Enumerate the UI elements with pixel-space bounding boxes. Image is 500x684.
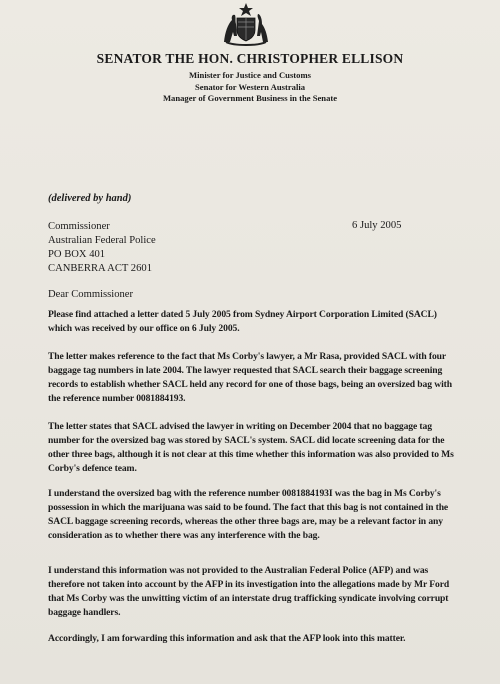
coat-of-arms-icon: [218, 2, 274, 46]
delivery-note: (delivered by hand): [48, 193, 132, 204]
body-paragraph-6: Accordingly, I am forwarding this information and ask that the AFP look into this matter.: [48, 633, 406, 644]
recipient-line-3: PO BOX 401: [48, 249, 106, 260]
letter-date: 6 July 2005: [352, 220, 402, 231]
body-paragraph-1: Please find attached a letter dated 5 July 2005 from Sydney Airport Corporation Limited (SACL) which was received by our office on 6 July 2005.: [48, 309, 437, 334]
body-paragraph-4: I understand the oversized bag with the reference number 0081884193I was the bag in Ms Corby's possession in which the marijuana was said to be found. The fact that this bag is not contained in the SACL baggage screening records, whereas the other three bags are, may be a relevant factor in any consideration as to whether there was any interference with the bag.: [48, 488, 449, 541]
sender-name: SENATOR THE HON. CHRISTOPHER ELLISON: [96, 51, 404, 66]
recipient-line-2: Australian Federal Police: [48, 235, 156, 246]
recipient-line-4: CANBERRA ACT 2601: [48, 263, 152, 274]
body-paragraph-2: The letter makes reference to the fact that Ms Corby's lawyer, a Mr Rasa, provided SACL with four baggage tag numbers in late 2004. The lawyer requested that SACL search their baggage screening records to establish whether SACL held any record for one of those bags, being an oversized bag with the reference number 0081884193.: [48, 351, 452, 404]
sender-role-2: Senator for Western Australia: [194, 82, 306, 92]
recipient-line-1: Commissioner: [48, 221, 110, 232]
salutation: Dear Commissioner: [48, 289, 134, 300]
sender-role-3: Manager of Government Business in the Senate: [162, 93, 338, 103]
body-paragraph-3: The letter states that SACL advised the lawyer in writing on December 2004 that no baggage tag number for the oversized bag was stored by SACL's system. SACL did locate screening data for the other three bags, although it is not clear at this time whether this information was also provided to Ms Corby's defence team.: [48, 421, 454, 474]
sender-role-1: Minister for Justice and Customs: [189, 70, 311, 80]
body-paragraph-5: I understand this information was not provided to the Australian Federal Police (AFP) and was therefore not taken into account by the AFP in its investigation into the allegations made by Mr Ford that Ms Corby was the unwitting victim of an interstate drug trafficking syndicate involving corrupt baggage handlers.: [48, 565, 450, 618]
